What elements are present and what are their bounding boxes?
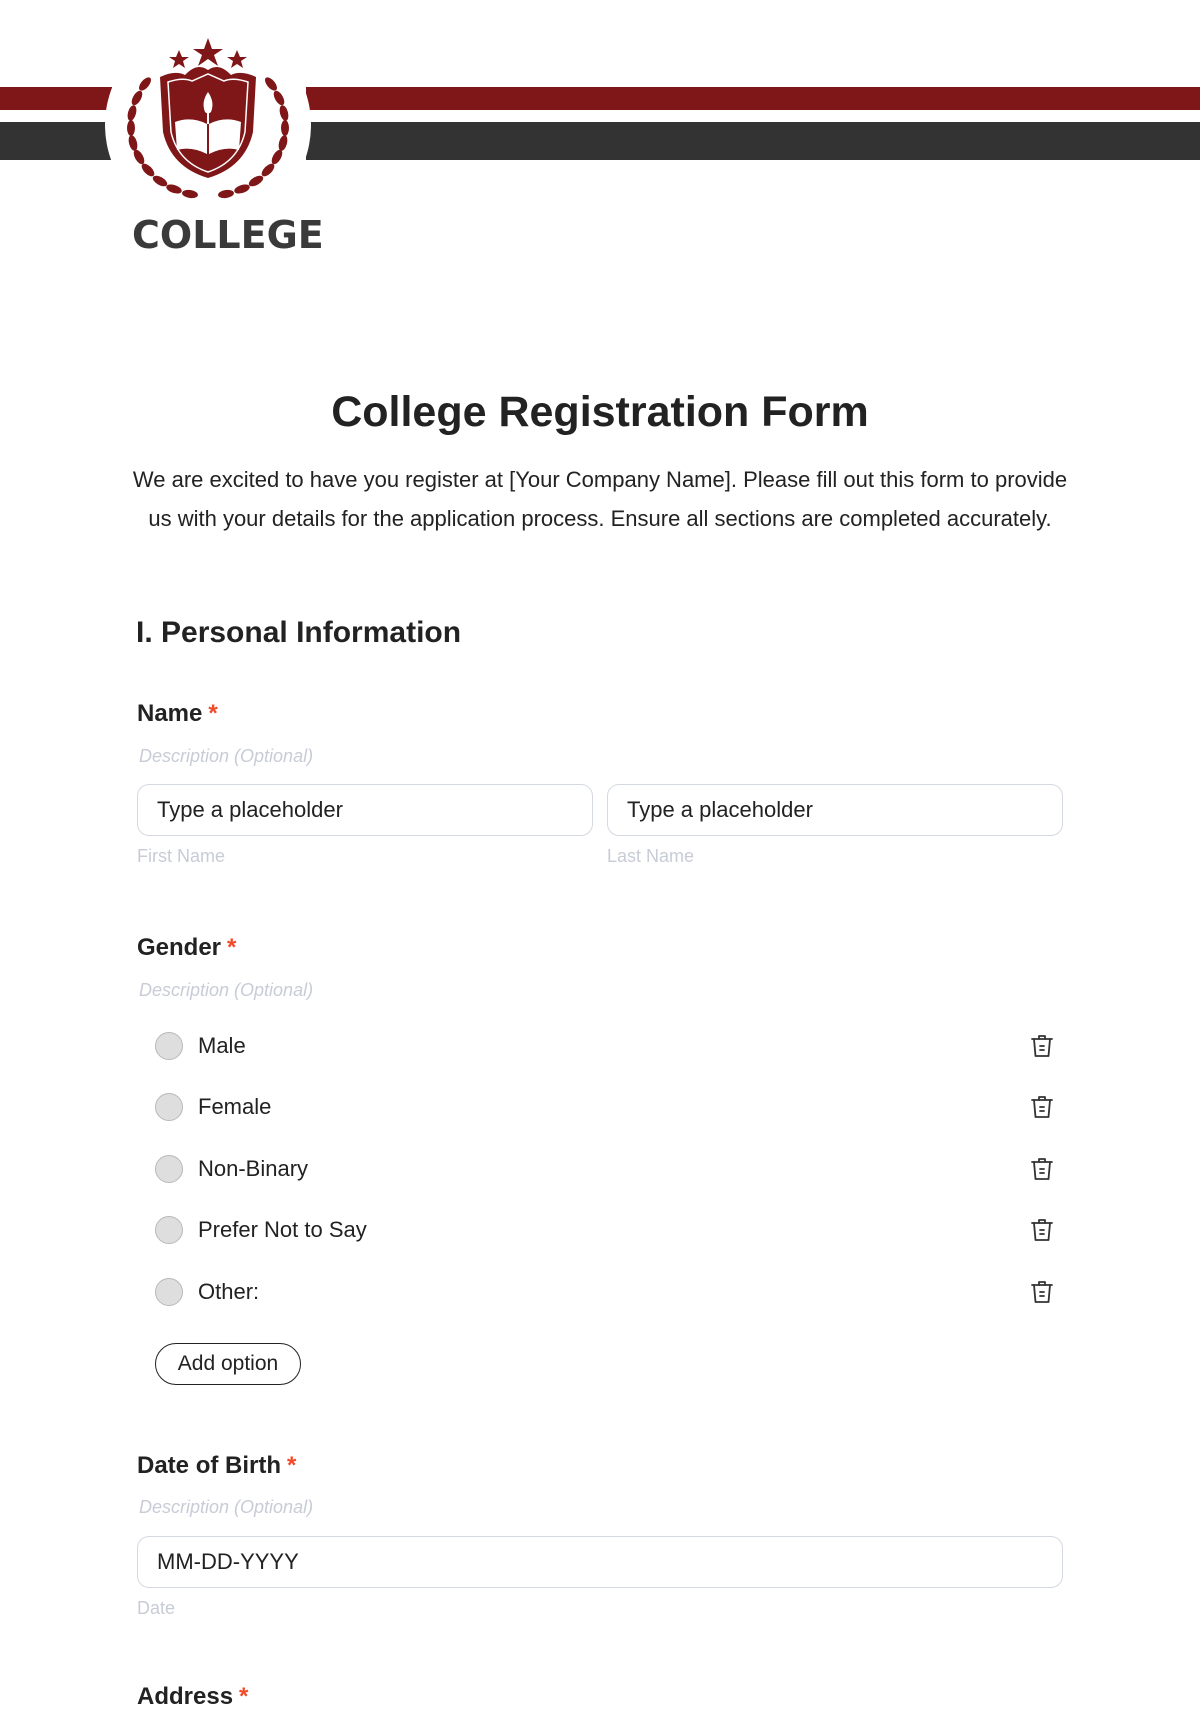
gender-option[interactable] bbox=[155, 1212, 1055, 1248]
trash-icon[interactable] bbox=[1029, 1032, 1055, 1060]
gender-option[interactable] bbox=[155, 1028, 1055, 1064]
gender-option[interactable] bbox=[155, 1274, 1055, 1310]
option-label[interactable]: Other: bbox=[198, 1279, 260, 1304]
dob-label bbox=[137, 1452, 296, 1480]
dob-sublabel: Date bbox=[137, 1598, 176, 1618]
option-label[interactable]: Prefer Not to Say bbox=[198, 1217, 367, 1242]
form-intro: We are excited to have you register at [Your Company Name]. Please fill out this form to provide us with your details for the application process. Ensure all sections are completed accurately. bbox=[132, 467, 1068, 531]
radio-button[interactable] bbox=[155, 1155, 183, 1183]
logo-text: COLLEGE bbox=[132, 213, 324, 257]
header-stripe-dark bbox=[0, 122, 112, 160]
last-name-sublabel: Last Name bbox=[607, 846, 695, 866]
gender-label-text: Gender bbox=[137, 934, 222, 961]
dob-label-text: Date of Birth bbox=[137, 1452, 281, 1479]
header-stripe-dark bbox=[306, 122, 1200, 160]
section-heading: I. Personal Information bbox=[136, 616, 462, 649]
trash-icon[interactable] bbox=[1029, 1278, 1055, 1306]
option-label[interactable]: Non-Binary bbox=[198, 1156, 309, 1181]
gender-option[interactable] bbox=[155, 1089, 1055, 1125]
name-label-text: Name bbox=[137, 700, 203, 727]
gender-option[interactable] bbox=[155, 1151, 1055, 1187]
header-stripe-red bbox=[0, 87, 112, 110]
gender-label bbox=[137, 934, 236, 962]
name-description[interactable]: Description (Optional) bbox=[139, 746, 314, 766]
required-asterisk: * bbox=[287, 1452, 297, 1479]
add-option-button[interactable]: Add option bbox=[155, 1343, 301, 1385]
option-label[interactable]: Female bbox=[198, 1094, 272, 1119]
radio-button[interactable] bbox=[155, 1093, 183, 1121]
gender-description[interactable]: Description (Optional) bbox=[139, 980, 314, 1000]
address-label-text: Address bbox=[137, 1683, 234, 1710]
page-title: College Registration Form bbox=[331, 388, 869, 436]
radio-button[interactable] bbox=[155, 1216, 183, 1244]
required-asterisk: * bbox=[239, 1683, 249, 1710]
college-crest-logo bbox=[105, 22, 311, 222]
radio-button[interactable] bbox=[155, 1032, 183, 1060]
address-label bbox=[137, 1683, 248, 1711]
name-label bbox=[137, 700, 218, 728]
trash-icon[interactable] bbox=[1029, 1093, 1055, 1121]
required-asterisk: * bbox=[227, 934, 237, 961]
last-name-input[interactable]: Type a placeholder bbox=[607, 784, 1063, 836]
dob-input[interactable]: MM-DD-YYYY bbox=[137, 1536, 1063, 1588]
first-name-input[interactable]: Type a placeholder bbox=[137, 784, 593, 836]
dob-description[interactable]: Description (Optional) bbox=[139, 1497, 314, 1517]
first-name-sublabel: First Name bbox=[137, 846, 226, 866]
trash-icon[interactable] bbox=[1029, 1216, 1055, 1244]
header-stripe-red bbox=[306, 87, 1200, 110]
option-label[interactable]: Male bbox=[198, 1033, 246, 1058]
radio-button[interactable] bbox=[155, 1278, 183, 1306]
trash-icon[interactable] bbox=[1029, 1155, 1055, 1183]
required-asterisk: * bbox=[208, 700, 218, 727]
